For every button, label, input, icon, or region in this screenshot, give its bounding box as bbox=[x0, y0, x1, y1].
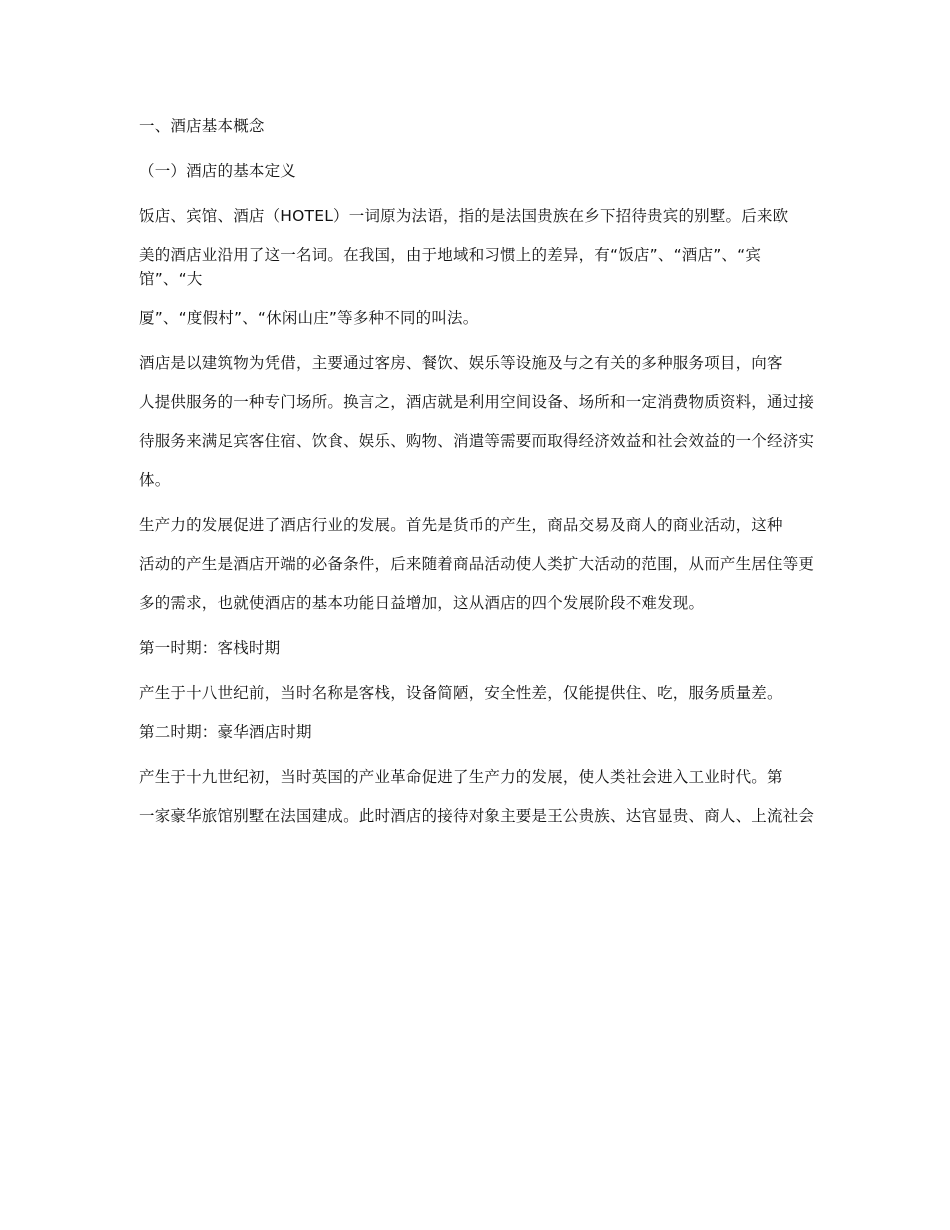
paragraph-line: 活动的产生是酒店开端的必备条件，后来随着商品活动使人类扩大活动的范围，从而产生居住等更 bbox=[139, 555, 815, 573]
paragraph-line: 饭店、宾馆、酒店（HOTEL）一词原为法语，指的是法国贵族在乡下招待贵宾的别墅。后来欧 bbox=[139, 207, 789, 225]
paragraph-line: 一家豪华旅馆别墅在法国建成。此时酒店的接待对象主要是王公贵族、达官显贵、商人、上流社会 bbox=[139, 807, 815, 825]
period-heading: 第二时期：豪华酒店时期 bbox=[139, 723, 312, 741]
paragraph-line: 人提供服务的一种专门场所。换言之，酒店就是利用空间设备、场所和一定消费物质资料，通过接 bbox=[139, 393, 815, 411]
paragraph-line: 多的需求，也就使酒店的基本功能日益增加，这从酒店的四个发展阶段不难发现。 bbox=[139, 594, 705, 612]
paragraph-line: 厦”、“度假村”、“休闲山庄”等多种不同的叫法。 bbox=[139, 309, 479, 327]
period-heading: 第一时期：客栈时期 bbox=[139, 639, 281, 657]
document-body bbox=[139, 114, 819, 843]
paragraph-line: 产生于十九世纪初，当时英国的产业革命促进了生产力的发展，使人类社会进入工业时代。第 bbox=[139, 768, 783, 786]
paragraph-line: 体。 bbox=[139, 471, 171, 489]
paragraph-line: 产生于十八世纪前，当时名称是客栈，设备简陋，安全性差，仅能提供住、吃，服务质量差。 bbox=[139, 684, 783, 702]
paragraph-line: 待服务来满足宾客住宿、饮食、娱乐、购物、消遣等需要而取得经济效益和社会效益的一个经济实 bbox=[139, 432, 815, 450]
section-heading: 一、酒店基本概念 bbox=[139, 117, 265, 135]
subsection-heading: （一）酒店的基本定义 bbox=[139, 162, 297, 180]
paragraph-line: 生产力的发展促进了酒店行业的发展。首先是货币的产生，商品交易及商人的商业活动，这种 bbox=[139, 516, 783, 534]
paragraph-line: 酒店是以建筑物为凭借，主要通过客房、餐饮、娱乐等设施及与之有关的多种服务项目，向客 bbox=[139, 354, 783, 372]
paragraph-line: 美的酒店业沿用了这一名词。在我国，由于地域和习惯上的差异，有“饭店”、“酒店”、“宾馆”、“大 bbox=[139, 246, 762, 288]
